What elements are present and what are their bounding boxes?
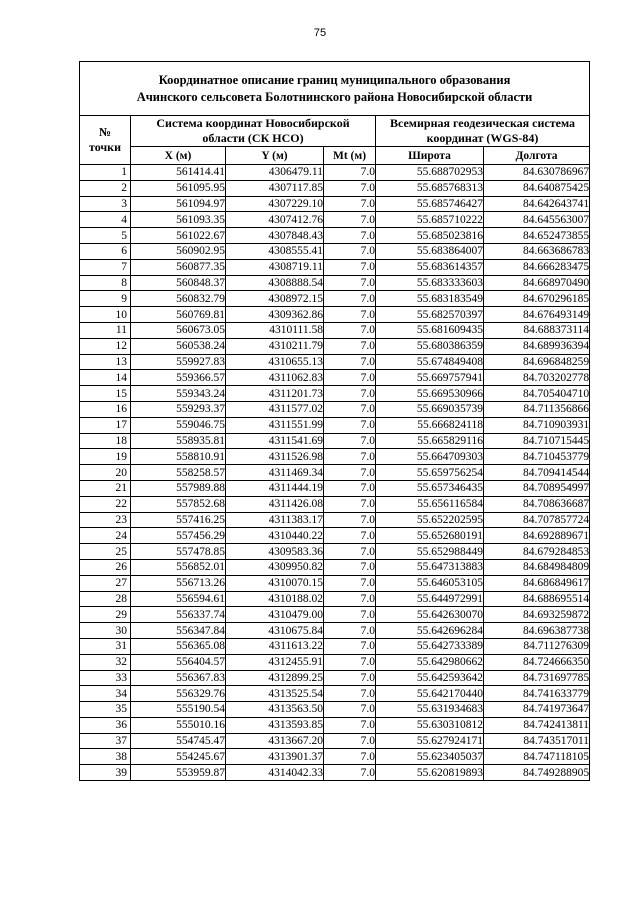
table-row <box>80 338 590 354</box>
x-cell: 554245.67 <box>131 749 226 765</box>
x-cell: 556365.08 <box>131 638 226 654</box>
y-cell: 4310675.84 <box>226 623 324 639</box>
mt-cell: 7.0 <box>324 591 376 607</box>
point-number-cell: 20 <box>80 465 131 481</box>
mt-cell: 7.0 <box>324 496 376 512</box>
mt-cell: 7.0 <box>324 307 376 323</box>
table-row <box>80 165 590 181</box>
x-cell: 555190.54 <box>131 702 226 718</box>
longitude-cell: 84.688695514 <box>484 591 590 607</box>
header-y: Y (м) <box>226 147 324 165</box>
y-cell: 4311613.22 <box>226 638 324 654</box>
header-wgs-system <box>376 116 590 147</box>
latitude-cell: 55.669035739 <box>376 401 484 417</box>
longitude-cell: 84.679284853 <box>484 544 590 560</box>
y-cell: 4308555.41 <box>226 243 324 259</box>
table-row <box>80 559 590 575</box>
mt-cell: 7.0 <box>324 370 376 386</box>
latitude-cell: 55.620819893 <box>376 765 484 781</box>
y-cell: 4313593.85 <box>226 717 324 733</box>
point-number-cell: 39 <box>80 765 131 781</box>
y-cell: 4310655.13 <box>226 354 324 370</box>
y-cell: 4309950.82 <box>226 559 324 575</box>
y-cell: 4309362.86 <box>226 307 324 323</box>
x-cell: 557416.25 <box>131 512 226 528</box>
point-number-cell: 27 <box>80 575 131 591</box>
y-cell: 4310211.79 <box>226 338 324 354</box>
table-row <box>80 259 590 275</box>
table-row <box>80 686 590 702</box>
x-cell: 559046.75 <box>131 417 226 433</box>
table-row <box>80 765 590 781</box>
x-cell: 555010.16 <box>131 717 226 733</box>
point-number-cell: 30 <box>80 623 131 639</box>
header-point-number-symbol: № <box>98 125 112 139</box>
x-cell: 560877.35 <box>131 259 226 275</box>
latitude-cell: 55.680386359 <box>376 338 484 354</box>
longitude-cell: 84.668970490 <box>484 275 590 291</box>
point-number-cell: 24 <box>80 528 131 544</box>
latitude-cell: 55.685023816 <box>376 228 484 244</box>
point-number-cell: 28 <box>80 591 131 607</box>
y-cell: 4312455.91 <box>226 654 324 670</box>
point-number-cell: 14 <box>80 370 131 386</box>
point-number-cell: 12 <box>80 338 131 354</box>
longitude-cell: 84.652473855 <box>484 228 590 244</box>
longitude-cell: 84.711356866 <box>484 401 590 417</box>
point-number-cell: 38 <box>80 749 131 765</box>
mt-cell: 7.0 <box>324 702 376 718</box>
latitude-cell: 55.674849408 <box>376 354 484 370</box>
longitude-cell: 84.710715445 <box>484 433 590 449</box>
x-cell: 561094.97 <box>131 196 226 212</box>
point-number-cell: 6 <box>80 243 131 259</box>
latitude-cell: 55.683614357 <box>376 259 484 275</box>
header-mt: Mt (м) <box>324 147 376 165</box>
point-number-cell: 33 <box>80 670 131 686</box>
y-cell: 4311426.08 <box>226 496 324 512</box>
x-cell: 559927.83 <box>131 354 226 370</box>
point-number-cell: 11 <box>80 322 131 338</box>
longitude-cell: 84.670296185 <box>484 291 590 307</box>
x-cell: 558810.91 <box>131 449 226 465</box>
latitude-cell: 55.652988449 <box>376 544 484 560</box>
x-cell: 557478.85 <box>131 544 226 560</box>
header-longitude: Долгота <box>484 147 590 165</box>
point-number-cell: 29 <box>80 607 131 623</box>
coordinates-table <box>79 61 590 781</box>
latitude-cell: 55.656116584 <box>376 496 484 512</box>
latitude-cell: 55.642980662 <box>376 654 484 670</box>
mt-cell: 7.0 <box>324 623 376 639</box>
mt-cell: 7.0 <box>324 417 376 433</box>
header-point-number-label: точки <box>88 140 122 154</box>
y-cell: 4311526.98 <box>226 449 324 465</box>
latitude-cell: 55.666824118 <box>376 417 484 433</box>
mt-cell: 7.0 <box>324 180 376 196</box>
point-number-cell: 7 <box>80 259 131 275</box>
point-number-cell: 5 <box>80 228 131 244</box>
x-cell: 560538.24 <box>131 338 226 354</box>
y-cell: 4309583.36 <box>226 544 324 560</box>
latitude-cell: 55.642733389 <box>376 638 484 654</box>
x-cell: 560673.05 <box>131 322 226 338</box>
table-row <box>80 496 590 512</box>
longitude-cell: 84.666283475 <box>484 259 590 275</box>
latitude-cell: 55.631934683 <box>376 702 484 718</box>
table-row <box>80 733 590 749</box>
latitude-cell: 55.627924171 <box>376 733 484 749</box>
point-number-cell: 31 <box>80 638 131 654</box>
x-cell: 559293.37 <box>131 401 226 417</box>
x-cell: 557989.88 <box>131 480 226 496</box>
y-cell: 4311541.69 <box>226 433 324 449</box>
x-cell: 561022.67 <box>131 228 226 244</box>
header-point-number <box>80 116 131 165</box>
y-cell: 4307848.43 <box>226 228 324 244</box>
table-row <box>80 654 590 670</box>
mt-cell: 7.0 <box>324 338 376 354</box>
point-number-cell: 34 <box>80 686 131 702</box>
mt-cell: 7.0 <box>324 654 376 670</box>
y-cell: 4311551.99 <box>226 417 324 433</box>
y-cell: 4306479.11 <box>226 165 324 181</box>
y-cell: 4311469.34 <box>226 465 324 481</box>
latitude-cell: 55.685746427 <box>376 196 484 212</box>
y-cell: 4313525.54 <box>226 686 324 702</box>
table-row <box>80 717 590 733</box>
y-cell: 4313901.37 <box>226 749 324 765</box>
y-cell: 4310188.02 <box>226 591 324 607</box>
x-cell: 556404.57 <box>131 654 226 670</box>
point-number-cell: 4 <box>80 212 131 228</box>
x-cell: 560848.37 <box>131 275 226 291</box>
point-number-cell: 1 <box>80 165 131 181</box>
point-number-cell: 9 <box>80 291 131 307</box>
longitude-cell: 84.676493149 <box>484 307 590 323</box>
table-row <box>80 575 590 591</box>
mt-cell: 7.0 <box>324 575 376 591</box>
header-nso-system-line-2: области (СК НСО) <box>202 131 304 145</box>
mt-cell: 7.0 <box>324 512 376 528</box>
x-cell: 556713.26 <box>131 575 226 591</box>
table-row <box>80 228 590 244</box>
table-row <box>80 322 590 338</box>
latitude-cell: 55.642696284 <box>376 623 484 639</box>
mt-cell: 7.0 <box>324 165 376 181</box>
point-number-cell: 18 <box>80 433 131 449</box>
mt-cell: 7.0 <box>324 670 376 686</box>
table-row <box>80 275 590 291</box>
latitude-cell: 55.682570397 <box>376 307 484 323</box>
latitude-cell: 55.683183549 <box>376 291 484 307</box>
x-cell: 556367.83 <box>131 670 226 686</box>
mt-cell: 7.0 <box>324 733 376 749</box>
mt-cell: 7.0 <box>324 275 376 291</box>
point-number-cell: 13 <box>80 354 131 370</box>
longitude-cell: 84.741633779 <box>484 686 590 702</box>
longitude-cell: 84.708954997 <box>484 480 590 496</box>
point-number-cell: 32 <box>80 654 131 670</box>
table-title-line-2: Ачинского сельсовета Болотнинского района Новосибирской области <box>136 89 533 104</box>
latitude-cell: 55.652202595 <box>376 512 484 528</box>
header-nso-system <box>131 116 376 147</box>
point-number-cell: 37 <box>80 733 131 749</box>
table-row <box>80 212 590 228</box>
x-cell: 557852.68 <box>131 496 226 512</box>
longitude-cell: 84.696387738 <box>484 623 590 639</box>
y-cell: 4312899.25 <box>226 670 324 686</box>
longitude-cell: 84.630786967 <box>484 165 590 181</box>
longitude-cell: 84.642643741 <box>484 196 590 212</box>
y-cell: 4311383.17 <box>226 512 324 528</box>
point-number-cell: 8 <box>80 275 131 291</box>
point-number-cell: 21 <box>80 480 131 496</box>
longitude-cell: 84.645563007 <box>484 212 590 228</box>
x-cell: 553959.87 <box>131 765 226 781</box>
x-cell: 557456.29 <box>131 528 226 544</box>
longitude-cell: 84.741973647 <box>484 702 590 718</box>
latitude-cell: 55.642630070 <box>376 607 484 623</box>
y-cell: 4311577.02 <box>226 401 324 417</box>
table-row <box>80 307 590 323</box>
longitude-cell: 84.684984809 <box>484 559 590 575</box>
table-row <box>80 433 590 449</box>
table-row <box>80 591 590 607</box>
y-cell: 4313563.50 <box>226 702 324 718</box>
longitude-cell: 84.663686783 <box>484 243 590 259</box>
x-cell: 556594.61 <box>131 591 226 607</box>
y-cell: 4308719.11 <box>226 259 324 275</box>
x-cell: 559343.24 <box>131 386 226 402</box>
x-cell: 556337.74 <box>131 607 226 623</box>
y-cell: 4307117.85 <box>226 180 324 196</box>
longitude-cell: 84.708636687 <box>484 496 590 512</box>
x-cell: 556329.76 <box>131 686 226 702</box>
latitude-cell: 55.688702953 <box>376 165 484 181</box>
table-row <box>80 607 590 623</box>
y-cell: 4307412.76 <box>226 212 324 228</box>
longitude-cell: 84.710903931 <box>484 417 590 433</box>
longitude-cell: 84.640875425 <box>484 180 590 196</box>
x-cell: 554745.47 <box>131 733 226 749</box>
x-cell: 556852.01 <box>131 559 226 575</box>
x-cell: 561093.35 <box>131 212 226 228</box>
x-cell: 558935.81 <box>131 433 226 449</box>
mt-cell: 7.0 <box>324 686 376 702</box>
y-cell: 4308888.54 <box>226 275 324 291</box>
y-cell: 4311201.73 <box>226 386 324 402</box>
latitude-cell: 55.630310812 <box>376 717 484 733</box>
longitude-cell: 84.707857724 <box>484 512 590 528</box>
longitude-cell: 84.686849617 <box>484 575 590 591</box>
y-cell: 4311062.83 <box>226 370 324 386</box>
mt-cell: 7.0 <box>324 386 376 402</box>
latitude-cell: 55.669530966 <box>376 386 484 402</box>
table-row <box>80 449 590 465</box>
longitude-cell: 84.743517011 <box>484 733 590 749</box>
mt-cell: 7.0 <box>324 765 376 781</box>
mt-cell: 7.0 <box>324 354 376 370</box>
y-cell: 4313667.20 <box>226 733 324 749</box>
longitude-cell: 84.724666350 <box>484 654 590 670</box>
latitude-cell: 55.623405037 <box>376 749 484 765</box>
latitude-cell: 55.665829116 <box>376 433 484 449</box>
latitude-cell: 55.652680191 <box>376 528 484 544</box>
mt-cell: 7.0 <box>324 401 376 417</box>
header-wgs-system-line-1: Всемирная геодезическая система <box>390 116 576 130</box>
table-row <box>80 480 590 496</box>
point-number-cell: 15 <box>80 386 131 402</box>
mt-cell: 7.0 <box>324 607 376 623</box>
mt-cell: 7.0 <box>324 212 376 228</box>
latitude-cell: 55.647313883 <box>376 559 484 575</box>
latitude-cell: 55.642170440 <box>376 686 484 702</box>
table-title-line-1: Координатное описание границ муниципального образования <box>158 72 511 87</box>
longitude-cell: 84.742413811 <box>484 717 590 733</box>
table-row <box>80 386 590 402</box>
point-number-cell: 36 <box>80 717 131 733</box>
longitude-cell: 84.696848259 <box>484 354 590 370</box>
mt-cell: 7.0 <box>324 291 376 307</box>
mt-cell: 7.0 <box>324 559 376 575</box>
longitude-cell: 84.688373114 <box>484 322 590 338</box>
latitude-cell: 55.683864007 <box>376 243 484 259</box>
point-number-cell: 35 <box>80 702 131 718</box>
y-cell: 4310479.00 <box>226 607 324 623</box>
mt-cell: 7.0 <box>324 243 376 259</box>
point-number-cell: 2 <box>80 180 131 196</box>
table-row <box>80 291 590 307</box>
mt-cell: 7.0 <box>324 638 376 654</box>
latitude-cell: 55.683333603 <box>376 275 484 291</box>
table-row <box>80 465 590 481</box>
table-row <box>80 749 590 765</box>
mt-cell: 7.0 <box>324 259 376 275</box>
mt-cell: 7.0 <box>324 544 376 560</box>
mt-cell: 7.0 <box>324 228 376 244</box>
latitude-cell: 55.644972991 <box>376 591 484 607</box>
latitude-cell: 55.642593642 <box>376 670 484 686</box>
mt-cell: 7.0 <box>324 528 376 544</box>
latitude-cell: 55.685768313 <box>376 180 484 196</box>
latitude-cell: 55.659756254 <box>376 465 484 481</box>
point-number-cell: 25 <box>80 544 131 560</box>
x-cell: 560832.79 <box>131 291 226 307</box>
y-cell: 4311444.19 <box>226 480 324 496</box>
point-number-cell: 19 <box>80 449 131 465</box>
mt-cell: 7.0 <box>324 717 376 733</box>
longitude-cell: 84.731697785 <box>484 670 590 686</box>
mt-cell: 7.0 <box>324 196 376 212</box>
x-cell: 560769.81 <box>131 307 226 323</box>
mt-cell: 7.0 <box>324 433 376 449</box>
mt-cell: 7.0 <box>324 449 376 465</box>
longitude-cell: 84.703202778 <box>484 370 590 386</box>
table-row <box>80 370 590 386</box>
longitude-cell: 84.747118105 <box>484 749 590 765</box>
latitude-cell: 55.685710222 <box>376 212 484 228</box>
longitude-cell: 84.709414544 <box>484 465 590 481</box>
x-cell: 560902.95 <box>131 243 226 259</box>
header-wgs-system-line-2: координат (WGS-84) <box>426 131 539 145</box>
point-number-cell: 23 <box>80 512 131 528</box>
latitude-cell: 55.681609435 <box>376 322 484 338</box>
point-number-cell: 26 <box>80 559 131 575</box>
longitude-cell: 84.689936394 <box>484 338 590 354</box>
longitude-cell: 84.710453779 <box>484 449 590 465</box>
table-row <box>80 702 590 718</box>
longitude-cell: 84.711276309 <box>484 638 590 654</box>
latitude-cell: 55.657346435 <box>376 480 484 496</box>
x-cell: 558258.57 <box>131 465 226 481</box>
mt-cell: 7.0 <box>324 480 376 496</box>
table-row <box>80 512 590 528</box>
table-row <box>80 354 590 370</box>
table-row <box>80 417 590 433</box>
point-number-cell: 17 <box>80 417 131 433</box>
latitude-cell: 55.664709303 <box>376 449 484 465</box>
point-number-cell: 3 <box>80 196 131 212</box>
x-cell: 561095.95 <box>131 180 226 196</box>
latitude-cell: 55.646053105 <box>376 575 484 591</box>
table-row <box>80 670 590 686</box>
longitude-cell: 84.749288905 <box>484 765 590 781</box>
table-row <box>80 196 590 212</box>
y-cell: 4310440.22 <box>226 528 324 544</box>
mt-cell: 7.0 <box>324 749 376 765</box>
y-cell: 4310111.58 <box>226 322 324 338</box>
header-x: X (м) <box>131 147 226 165</box>
x-cell: 556347.84 <box>131 623 226 639</box>
table-row <box>80 528 590 544</box>
y-cell: 4314042.33 <box>226 765 324 781</box>
header-nso-system-line-1: Система координат Новосибирской <box>156 116 350 130</box>
longitude-cell: 84.692889671 <box>484 528 590 544</box>
page-number: 75 <box>313 27 327 39</box>
table-row <box>80 544 590 560</box>
table-row <box>80 623 590 639</box>
table-row <box>80 638 590 654</box>
latitude-cell: 55.669757941 <box>376 370 484 386</box>
point-number-cell: 16 <box>80 401 131 417</box>
point-number-cell: 22 <box>80 496 131 512</box>
header-latitude: Широта <box>376 147 484 165</box>
table-title <box>80 62 590 116</box>
mt-cell: 7.0 <box>324 322 376 338</box>
y-cell: 4308972.15 <box>226 291 324 307</box>
point-number-cell: 10 <box>80 307 131 323</box>
mt-cell: 7.0 <box>324 465 376 481</box>
table-row <box>80 180 590 196</box>
x-cell: 561414.41 <box>131 165 226 181</box>
table-row <box>80 401 590 417</box>
table-row <box>80 243 590 259</box>
y-cell: 4307229.10 <box>226 196 324 212</box>
y-cell: 4310070.15 <box>226 575 324 591</box>
longitude-cell: 84.705404710 <box>484 386 590 402</box>
x-cell: 559366.57 <box>131 370 226 386</box>
longitude-cell: 84.693259872 <box>484 607 590 623</box>
